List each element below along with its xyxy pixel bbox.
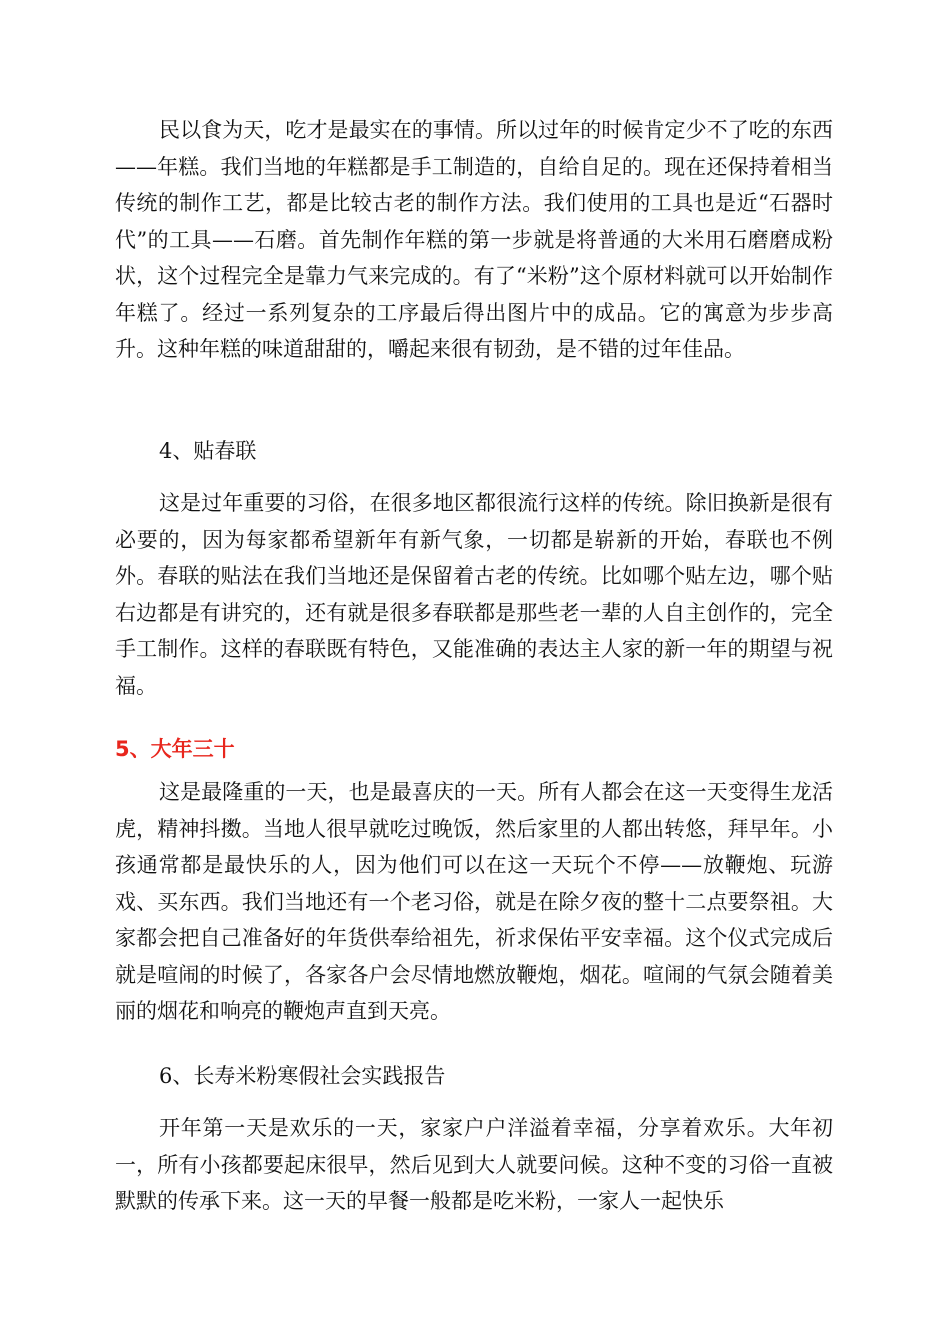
heading-danian-sanshi: 5、大年三十: [115, 737, 235, 761]
paragraph-chunian: 开年第一天是欢乐的一天，家家户户洋溢着幸福，分享着欢乐。大年初一，所有小孩都要起床很早，然后见到大人就要问候。这种不变的习俗一直被默默的传承下来。这一天的早餐一般都是吃米粉，一家人一起快乐: [115, 1116, 833, 1213]
heading-tie-chunlian: 4、贴春联: [159, 439, 257, 463]
paragraph-chunlian: 这是过年重要的习俗，在很多地区都很流行这样的传统。除旧换新是很有必要的，因为每家都希望新年有新气象，一切都是崭新的开始，春联也不例外。春联的贴法在我们当地还是保留着古老的传统。比如哪个贴左边，哪个贴右边都是有讲究的，还有就是很多春联都是那些老一辈的人自主创作的，完全手工制作。这样的春联既有特色，又能准确的表达主人家的新一年的期望与祝福。: [115, 491, 833, 698]
paragraph-nian-gao: 民以食为天，吃才是最实在的事情。所以过年的时候肯定少不了吃的东西——年糕。我们当地的年糕都是手工制造的，自给自足的。现在还保持着相当传统的制作工艺，都是比较古老的制作方法。我们使用的工具也是近“石器时代”的工具——石磨。首先制作年糕的第一步就是将普通的大米用石磨磨成粉状，这个过程完全是靠力气来完成的。有了“米粉”这个原材料就可以开始制作年糕了。经过一系列复杂的工序最后得出图片中的成品。它的寓意为步步高升。这种年糕的味道甜甜的，嚼起来很有韧劲，是不错的过年佳品。: [115, 118, 833, 361]
heading-changshou-mifen: 6、长寿米粉寒假社会实践报告: [159, 1064, 446, 1088]
paragraph-chuxi: 这是最隆重的一天，也是最喜庆的一天。所有人都会在这一天变得生龙活虎，精神抖擞。当地人很早就吃过晚饭，然后家里的人都出转悠，拜早年。小孩通常都是最快乐的人，因为他们可以在这一天玩个不停——放鞭炮、玩游戏、买东西。我们当地还有一个老习俗，就是在除夕夜的整十二点要祭祖。大家都会把自己准备好的年货供奉给祖先，祈求保佑平安幸福。这个仪式完成后就是喧闹的时候了，各家各户会尽情地燃放鞭炮，烟花。喧闹的气氛会随着美丽的烟花和响亮的鞭炮声直到天亮。: [115, 780, 833, 1023]
